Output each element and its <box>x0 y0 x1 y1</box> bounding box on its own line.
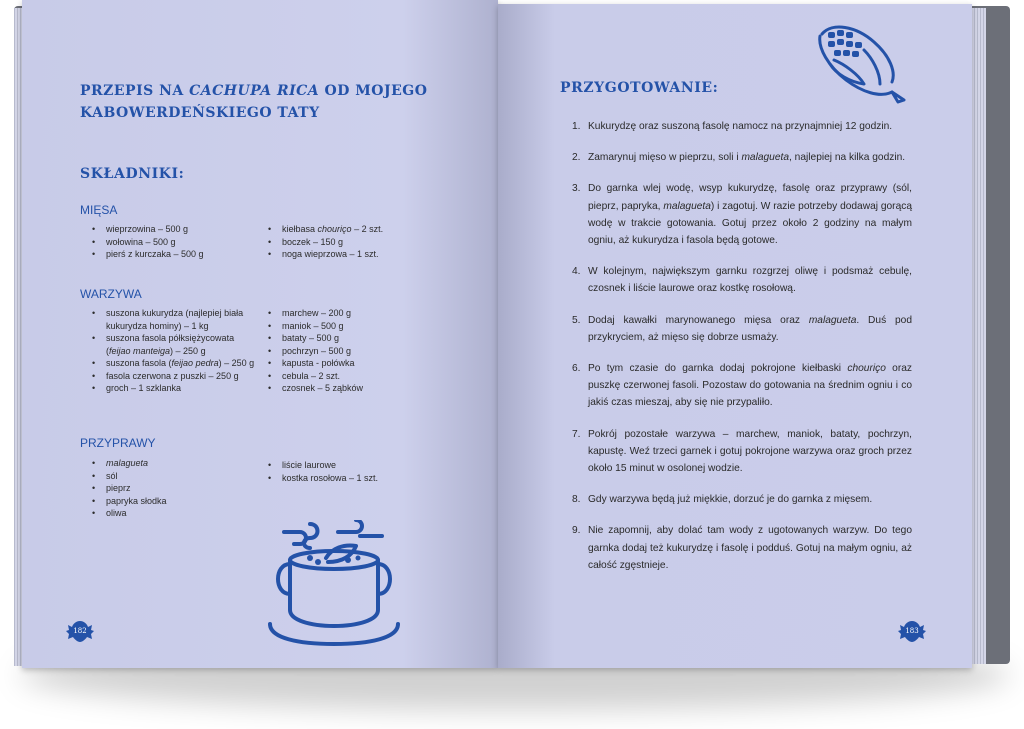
list-item: • suszona fasola półksiężycowata (feijao manteiga) – 250 g <box>92 332 257 357</box>
preparation-steps <box>572 118 912 588</box>
page-number-right: 183 <box>898 620 926 642</box>
section-heading-meat: MIĘSA <box>80 203 118 217</box>
list-item: • wołowina – 500 g <box>92 236 252 249</box>
list-item: • kostka rosołowa – 1 szt. <box>268 472 418 485</box>
list-item: • groch – 1 szklanka <box>92 382 257 395</box>
step-item: 2. Zamarynuj mięso w pieprzu, soli i malagueta, najlepiej na kilka godzin. <box>572 152 906 164</box>
list-item: • suszona fasola (feijao pedra) – 250 g <box>92 357 257 370</box>
spices-list-col2 <box>268 459 418 484</box>
page-edges-left <box>14 8 22 666</box>
list-item: • papryka słodka <box>92 495 252 508</box>
list-item: • kiełbasa chouriço – 2 szt. <box>268 223 418 236</box>
list-item: • cebula – 2 szt. <box>268 370 418 383</box>
list-item: • marchew – 200 g <box>268 307 418 320</box>
list-item: • kapusta - połówka <box>268 357 418 370</box>
list-item: • noga wieprzowa – 1 szt. <box>268 248 418 261</box>
page-edges-right <box>972 8 986 664</box>
list-item: • oliwa <box>92 507 252 520</box>
list-item: • sól <box>92 470 252 483</box>
list-item: • wieprzowina – 500 g <box>92 223 252 236</box>
list-item: • boczek – 150 g <box>268 236 418 249</box>
meat-list-col2 <box>268 223 418 261</box>
step-item: 7. Pokrój pozostałe warzywa – marchew, maniok, bataty, pochrzyn, kapustę. Weź trzeci garnek i gotuj pokrojone warzywa oraz groch przez około 15 minut w osolonej wodzie. <box>572 428 912 475</box>
list-item: • suszona kukurydza (najlepiej biała kukurydza hominy) – 1 kg <box>92 307 257 332</box>
list-item: • bataty – 500 g <box>268 332 418 345</box>
spices-list-col1 <box>92 457 252 520</box>
list-item: • fasola czerwona z puszki – 250 g <box>92 370 257 383</box>
recipe-title: PRZEPIS NA CACHUPA RICA OD MOJEGO KABOWERDEŃSKIEGO TATY <box>80 83 428 121</box>
step-item: 5. Dodaj kawałki marynowanego mięsa oraz malagueta. Duś pod przykryciem, aż mięso się dobrze usmaży. <box>572 314 912 343</box>
step-item: 3. Do garnka wlej wodę, wsyp kukurydzę, fasolę oraz przyprawy (sól, pieprz, papryka, malagueta) i zagotuj. W razie potrzeby dodawaj gorącą wodę w trakcie gotowania. Gotuj przez około 2 godziny na małym ogniu, aż kukurydza i fasola będą gotowe. <box>572 183 913 247</box>
list-item: • liście laurowe <box>268 459 418 472</box>
page-number-left: 182 <box>66 620 94 642</box>
step-item: 9. Nie zapomnij, aby dolać tam wody z ugotowanych warzyw. Do tego garnka dodaj też kukurydzę i fasolę i podduś. Gotuj na małym ogniu, aż całość zgęstnieje. <box>572 525 912 571</box>
section-heading-vegetables: WARZYWA <box>80 287 142 301</box>
list-item: • pieprz <box>92 482 252 495</box>
list-item: • pochrzyn – 500 g <box>268 345 418 358</box>
vegetables-list-col1 <box>92 307 257 395</box>
step-item: 8. Gdy warzywa będą już miękkie, dorzuć je do garnka z mięsem. <box>572 494 873 506</box>
list-item: • malagueta <box>92 457 252 470</box>
preparation-heading: PRZYGOTOWANIE: <box>560 80 719 96</box>
list-item: • czosnek – 5 ząbków <box>268 382 418 395</box>
list-item: • maniok – 500 g <box>268 320 418 333</box>
cooking-pot-icon <box>266 520 402 646</box>
ingredients-heading: SKŁADNIKI: <box>80 166 185 182</box>
vegetables-list-col2 <box>268 307 418 395</box>
step-item: 6. Po tym czasie do garnka dodaj pokrojone kiełbaski chouriço oraz puszkę czerwonej fasoli. Pozostaw do gotowania na średnim ogniu i co jakiś czas mieszaj, aby się nie przypaliło. <box>572 363 912 409</box>
meat-list-col1 <box>92 223 252 261</box>
list-item: • pierś z kurczaka – 500 g <box>92 248 252 261</box>
step-item: 1. Kukurydzę oraz suszoną fasolę namocz na przynajmniej 12 godzin. <box>572 121 893 132</box>
step-item: 4. W kolejnym, największym garnku rozgrzej oliwę i podsmaż cebulę, czosnek i liście laurowe oraz kostkę rosołową. <box>572 266 912 295</box>
section-heading-spices: PRZYPRAWY <box>80 436 156 450</box>
corn-icon <box>814 20 910 104</box>
